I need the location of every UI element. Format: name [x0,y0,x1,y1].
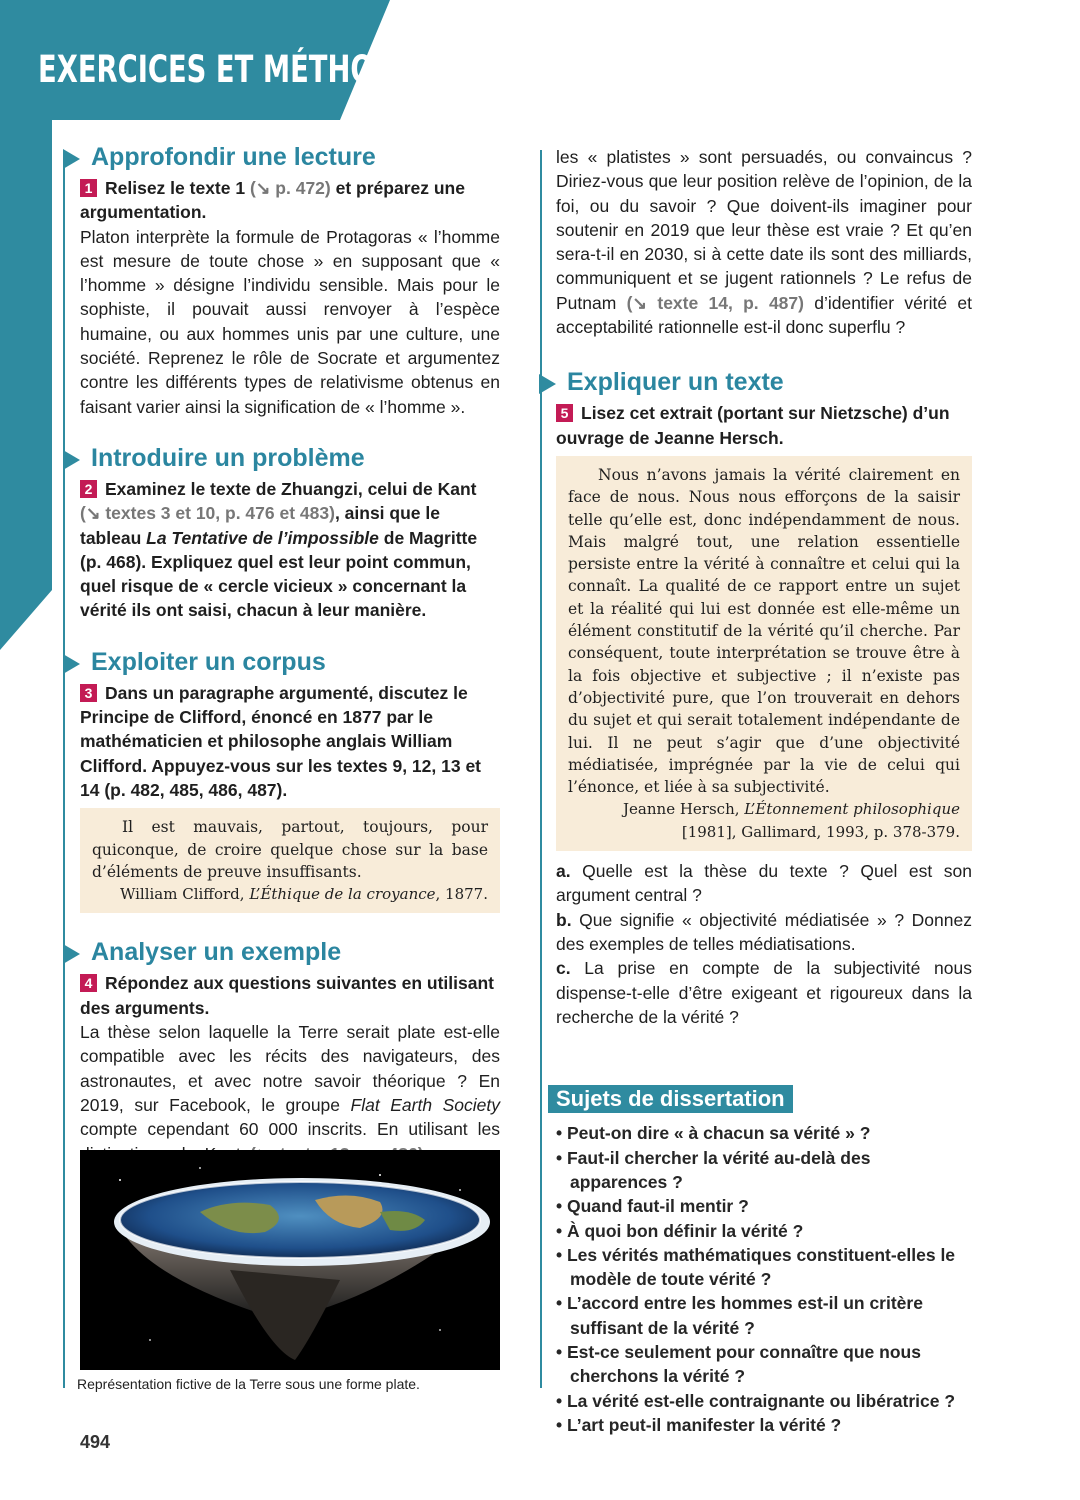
sujet-item: • L’accord entre les hommes est-il un critère suffisant de la vérité ? [556,1293,923,1338]
section-title-analyser: Analyser un exemple [63,935,500,969]
sujets-list [556,1121,972,1437]
sujets-title: Sujets de dissertation [548,1085,793,1113]
exercise-number-2: 2 [80,480,97,498]
exercise-2-instruction: 2 Examinez le texte de Zhuangzi, celui de Kant (↘ textes 3 et 10, p. 476 et 483), ainsi que le tableau La Tentative de l’impossible de Magritte (p. 468). Expliquez quel est leur point commun, quel risque de « cercle vicieux » concernant la vérité ils ont saisi, chacun à leur manière. [80,478,478,621]
page-header-title: EXERCICES ET MÉTHODES [38,48,435,91]
section-title-approfondir: Approfondir une lecture [63,140,500,174]
exercise-4-text-continued: les « platistes » sont persuadés, ou convaincus ? Diriez-vous que leur position relève de l’opinion, de la foi, ou du savoir ? Que doivent-ils imaginer pour soutenir en 2019 que leur thèse est vraie ? Et qu’en sera-t-il en 2030, si à cette date ils sont des milliards, communiquent et se jugent rationnels ? Le refus de Putnam (↘ texte 14, p. 487) d’identifier vérité et acceptabilité rationnelle est-il donc superflu ? [556,147,972,338]
sujet-item: • Les vérités mathématiques constituent-elles le modèle de toute vérité ? [556,1244,956,1290]
section-title-expliquer: Expliquer un texte [539,365,972,399]
clifford-quote: Il est mauvais, partout, toujours, pour quiconque, de croire quelque chose sur la base d’éléments de preuve insuffisants. William Clifford, L’Éthique de la croyance, 1877. [80,808,500,913]
flat-earth-illustration [80,1150,500,1370]
sujet-item: • Est-ce seulement pour connaître que nous cherchons la vérité ? [556,1342,921,1387]
quote-source: Jeanne Hersch, L’Étonnement philosophique [1981], Gallimard, 1993, p. 378-379. [623,800,960,841]
section-title-exploiter: Exploiter un corpus [63,645,500,679]
exercise-1-text: Platon interprète la formule de Protagoras « l’homme est mesure de toute chose » en supposant que « l’homme » désigne l’individu sensible. Mais pour le sophiste, il pouvait aussi renvoyer à l’espèce humaine, ou aux hommes unis par une culture, une société. Reprenez le rôle de Socrate et argumentez contre les différents types de relativisme obtenus en faisant varier ainsi la signification de « l’homme ». [80,226,500,417]
exercise-5-instruction: 5 Lisez cet extrait (portant sur Nietzsche) d’un ouvrage de Jeanne Hersch. [556,403,950,448]
sujets-block [556,1085,972,1437]
quote-source: William Clifford, L’Éthique de la croyance, 1877. [119,885,488,904]
cross-reference: (↘ textes 3 et 10, p. 476 et 483) [80,503,335,524]
exercise-3-instruction: 3 Dans un paragraphe argumenté, discutez le Principe de Clifford, énoncé en 1877 par le mathématicien et philosophe anglais William Clifford. Appuyez-vous sur les textes 9, 12, 13 et 14 (p. 482, 485, 486, 487). [80,682,482,800]
exercise-number-5: 5 [556,404,573,422]
question-a: a. Quelle est la thèse du texte ? Quel est son argument central ? [556,861,972,906]
sujet-item: • L’art peut-il manifester la vérité ? [556,1414,842,1435]
right-column [556,145,972,1437]
exercise-1-instruction: 1 Relisez le texte 1 (↘ p. 472) et préparez une argumentation. [80,178,465,223]
page-number: 494 [80,1432,111,1452]
hersch-quote: Nous n’avons jamais la vérité clairement en face de nous. Nous nous efforçons de la saisir telle qu’elle est, donc indépendamment de nous. Mais malgré tout, une relation essentielle persiste entre la vérité à connaître et celui qui la connaît. La qualité de ce rapport entre un sujet et la réalité qui lui est donnée est elle-même un élément constitutif de la vérité qu’il cherche. Par conséquent, toute interprétation se trouve être à la fois objective et subjective ; il n’existe pas d’objectivité pure, que l’on trouverait en dehors du sujet et qui serait totalement indépendante de lui. Il ne peut s’agir que d’une objectivité médiatisée, imprégnée par la vie de celui qui l’énonce, et liée à sa subjectivité. Jeanne Hersch, L’Étonnement philosophique [1981], Gallimard, 1993, p. 378-379. [556,456,972,851]
sujet-item: • Quand faut-il mentir ? [556,1196,749,1217]
right-column-rule [540,150,542,1388]
sujet-item: • À quoi bon définir la vérité ? [556,1220,804,1241]
left-column-rule [63,160,65,1388]
exercise-number-4: 4 [80,974,97,992]
question-c: c. La prise en compte de la subjectivité nous dispense-t-elle d’être exigeant et rigoureux dans la recherche de la vérité ? [556,958,972,1027]
exercise-number-3: 3 [80,684,97,702]
cross-reference: (↘ p. 472) [249,178,331,198]
cross-reference: (↘ texte 14, p. 487) [626,292,804,313]
exercise-4-text: La thèse selon laquelle la Terre serait plate est-elle compatible avec les récits des navigateurs, des astronautes, et avec notre savoir théorique ? En 2019, sur Facebook, le groupe Flat Earth Society compte cependant 60 000 inscrits. En utilisant les [80,1020,500,1190]
left-column [80,140,500,1190]
sujet-item: • Faut-il chercher la vérité au-delà des apparences ? [556,1147,871,1192]
exercise-4-instruction: 4 Répondez aux questions suivantes en utilisant des arguments. [80,973,494,1018]
exercise-number-1: 1 [80,179,97,197]
image-caption: Représentation fictive de la Terre sous une forme plate. [77,1376,420,1392]
sujet-item: • Peut-on dire « à chacun sa vérité » ? [556,1123,871,1144]
sujet-item: • La vérité est-elle contraignante ou libératrice ? [556,1390,956,1411]
question-b: b. Que signifie « objectivité médiatisée » ? Donnez des exemples de telles médiatisations. [556,909,972,954]
flat-earth-image [80,1150,500,1370]
section-title-introduire: Introduire un problème [63,441,500,475]
